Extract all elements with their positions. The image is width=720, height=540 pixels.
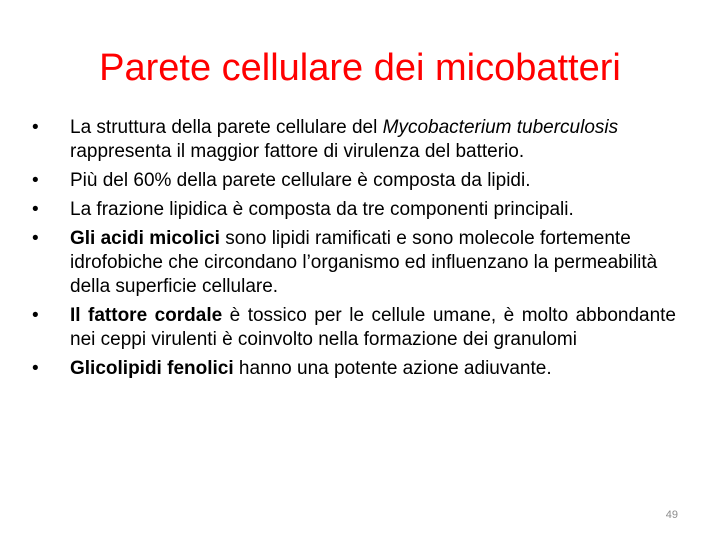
bullet-term: Gli acidi micolici: [70, 228, 220, 249]
bullet-item-cord-factor: [30, 304, 676, 352]
bullet-text: La struttura della parete cellulare del: [70, 117, 383, 138]
bullet-item-lipid-fraction: [30, 198, 676, 222]
slide-title: Parete cellulare dei micobatteri: [99, 47, 621, 89]
bullet-list: [30, 116, 676, 386]
bullet-term: Il fattore cordale: [70, 305, 223, 326]
bullet-icon: •: [32, 170, 39, 191]
bullet-icon: •: [32, 305, 39, 326]
bullet-text: La frazione lipidica è composta da tre componenti principali.: [70, 199, 574, 220]
bullet-text-continued: rappresenta il maggior fattore di virulenza del batterio.: [70, 141, 525, 162]
bullet-icon: •: [32, 199, 39, 220]
bullet-item-phenolic-glycolipids: [30, 357, 676, 381]
bullet-item-lipid-percentage: [30, 169, 676, 193]
bullet-text: è tossico per le cellule umane, è molto abbondante nei ceppi virulenti è coinvolto nella formazione dei granulomi: [70, 305, 676, 350]
bullet-icon: •: [32, 358, 39, 379]
bullet-item-wall-structure: [30, 116, 676, 164]
page-number: 49: [665, 509, 678, 521]
bullet-text: hanno una potente azione adiuvante.: [233, 358, 552, 379]
bullet-item-mycolic-acids: [30, 227, 676, 299]
bullet-term: Glicolipidi fenolici: [70, 358, 234, 379]
bullet-text: Più del 60% della parete cellulare è composta da lipidi.: [70, 170, 531, 191]
species-name: Mycobacterium tuberculosis: [382, 117, 619, 138]
bullet-icon: •: [32, 228, 39, 249]
bullet-icon: •: [32, 117, 39, 138]
bullet-text: sono lipidi ramificati e sono molecole fortemente idrofobiche che circondano l’organismo ed influenzano la permeabilità della superficie cellulare.: [70, 228, 658, 297]
